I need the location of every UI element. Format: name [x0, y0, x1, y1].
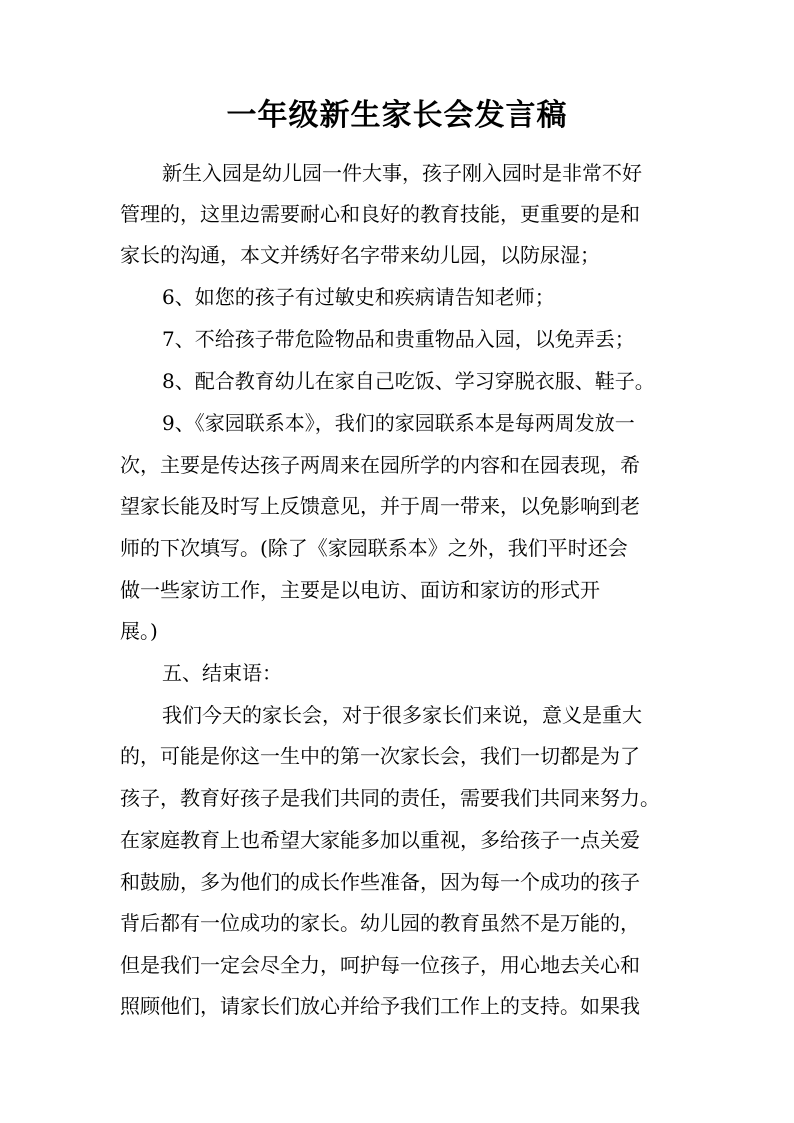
paragraph-line: 次，主要是传达孩子两周来在园所学的内容和在园表现，希	[120, 453, 640, 477]
paragraph-line: 师的下次填写。(除了《家园联系本》之外，我们平时还会	[120, 536, 628, 560]
paragraph-line: 7、不给孩子带危险物品和贵重物品入园，以免弄丢；	[162, 327, 635, 351]
paragraph-line: 6、如您的孩子有过敏史和疾病请告知老师；	[162, 285, 555, 309]
paragraph-line: 8、配合教育幼儿在家自己吃饭、学习穿脱衣服、鞋子。	[162, 369, 655, 393]
paragraph-line: 在家庭教育上也希望大家能多加以重视，多给孩子一点关爱	[120, 828, 640, 852]
paragraph-line: 照顾他们，请家长们放心并给予我们工作上的支持。如果我	[120, 994, 640, 1018]
paragraph-line: 管理的，这里边需要耐心和良好的教育技能，更重要的是和	[120, 202, 640, 226]
paragraph-line: 和鼓励，多为他们的成长作些准备，因为每一个成功的孩子	[120, 870, 640, 894]
paragraph-line: 背后都有一位成功的家长。幼儿园的教育虽然不是万能的，	[120, 911, 640, 935]
paragraph-line: 但是我们一定会尽全力，呵护每一位孩子，用心地去关心和	[120, 953, 640, 977]
paragraph-line: 展。)	[120, 619, 158, 643]
paragraph-line: 新生入园是幼儿园一件大事，孩子刚入园时是非常不好	[162, 161, 642, 185]
paragraph-line: 的，可能是你这一生中的第一次家长会，我们一切都是为了	[120, 744, 640, 768]
paragraph-line: 我们今天的家长会，对于很多家长们来说，意义是重大	[162, 703, 642, 727]
paragraph-line: 做一些家访工作，主要是以电访、面访和家访的形式开	[120, 578, 600, 602]
paragraph-line: 家长的沟通，本文并绣好名字带来幼儿园，以防尿湿；	[120, 243, 600, 267]
paragraph-line: 孩子，教育好孩子是我们共同的责任，需要我们共同来努力。	[120, 786, 660, 810]
paragraph-line: 9、《家园联系本》，我们的家园联系本是每两周发放一	[162, 411, 635, 435]
document-title: 一年级新生家长会发言稿	[226, 98, 568, 133]
section-heading: 五、结束语：	[162, 661, 282, 685]
paragraph-line: 望家长能及时写上反馈意见，并于周一带来，以免影响到老	[120, 494, 640, 518]
